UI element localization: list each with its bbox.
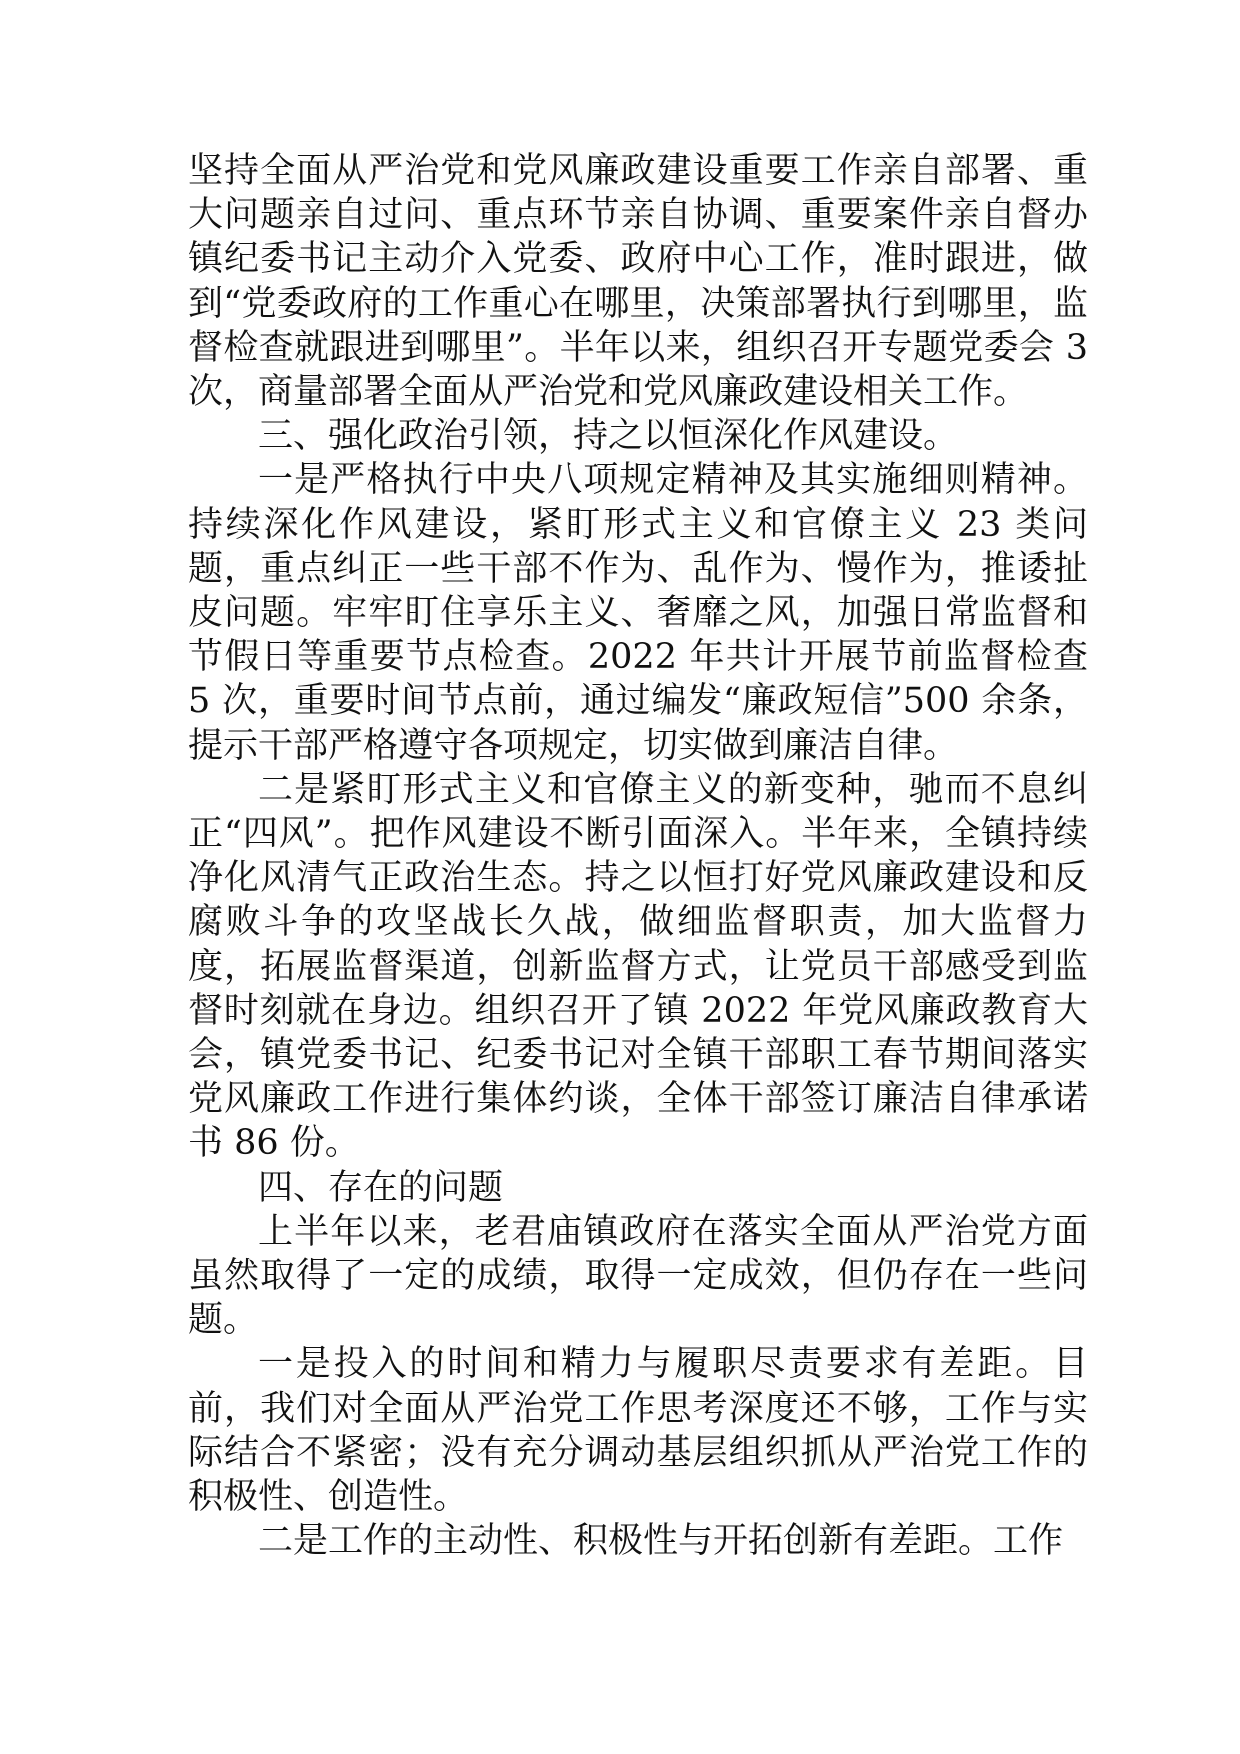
document-body (188, 149, 1088, 1564)
section-heading-4: 四、存在的问题 (258, 1167, 504, 1208)
paragraph-continuation: 坚持全面从严治党和党风廉政建设重要工作亲自部署、重大问题亲自过问、重点环节亲自协调、重要案件亲自督办镇纪委书记主动介入党委、政府中心工作，准时跟进，做到“党委政府的工作重心在哪里，决策部署执行到哪里，监督检查就跟进到哪里”。半年以来，组织召开专题党委会 3 次，商量部署全面从严治党和党风廉政建设相关工作。 (188, 151, 1088, 413)
paragraph: 一是严格执行中央八项规定精神及其实施细则精神。持续深化作风建设，紧盯形式主义和官僚主义 23 类问题，重点纠正一些干部不作为、乱作为、慢作为，推诿扯皮问题。牢牢盯住享乐主义、奢靡之风，加强日常监督和节假日等重要节点检查。2022 年共计开展节前监督检查 5 次，重要时间节点前，通过编发“廉政短信”500 余条，提示干部严格遵守各项规定，切实做到廉洁自律。 (188, 460, 1088, 766)
paragraph: 一是投入的时间和精力与履职尽责要求有差距。目前，我们对全面从严治党工作思考深度还不够，工作与实际结合不紧密；没有充分调动基层组织抓从严治党工作的积极性、创造性。 (188, 1344, 1088, 1518)
paragraph: 二是工作的主动性、积极性与开拓创新有差距。工作 (258, 1521, 1064, 1562)
section-heading-3: 三、强化政治引领，持之以恒深化作风建设。 (258, 416, 959, 457)
paragraph: 二是紧盯形式主义和官僚主义的新变种，驰而不息纠正“四风”。把作风建设不断引面深入。半年来，全镇持续净化风清气正政治生态。持之以恒打好党风廉政建设和反腐败斗争的攻坚战长久战，做细监督职责，加大监督力度，拓展监督渠道，创新监督方式，让党员干部感受到监督时刻就在身边。组织召开了镇 2022 年党风廉政教育大会，镇党委书记、纪委书记对全镇干部职工春节期间落实党风廉政工作进行集体约谈，全体干部签订廉洁自律承诺书 86 份。 (188, 769, 1088, 1164)
paragraph: 上半年以来，老君庙镇政府在落实全面从严治党方面虽然取得了一定的成绩，取得一定成效，但仍存在一些问题。 (188, 1211, 1088, 1341)
